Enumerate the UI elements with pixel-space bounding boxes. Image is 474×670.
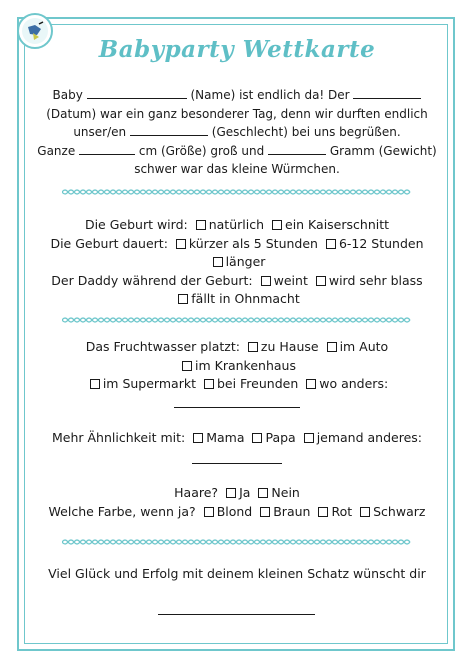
resemblance-section xyxy=(30,429,444,448)
hair-color-label: Welche Farbe, wenn ja? xyxy=(48,503,196,519)
water-label: Das Fruchtwasser platzt: xyxy=(85,339,240,354)
checkbox[interactable] xyxy=(304,433,314,443)
option-label: Papa xyxy=(265,430,296,445)
checkbox[interactable] xyxy=(204,379,214,389)
hair-label: Haare? xyxy=(174,485,219,500)
option-label: weint xyxy=(273,272,308,288)
option-label: wo anders: xyxy=(319,376,389,391)
wave-divider xyxy=(62,538,412,546)
option-label: jemand anderes: xyxy=(316,430,423,445)
intro-paragraph xyxy=(30,86,444,179)
checkbox[interactable] xyxy=(261,276,271,286)
hair-row xyxy=(30,484,444,503)
intro-text: (Datum) war ein ganz besonderer Tag, denn wir durften endlich xyxy=(46,106,428,121)
birth-duration-label: Die Geburt dauert: xyxy=(50,235,168,251)
checkbox[interactable] xyxy=(226,488,236,498)
checkbox[interactable] xyxy=(178,294,188,304)
option-label: Blond xyxy=(216,503,253,519)
option-label: bei Freunden xyxy=(216,376,299,391)
water-row xyxy=(30,338,444,357)
birth-duration-row xyxy=(30,235,444,254)
birth-duration-row-2 xyxy=(30,253,444,272)
checkbox[interactable] xyxy=(260,507,270,517)
checkbox[interactable] xyxy=(176,239,186,249)
checkbox[interactable] xyxy=(316,276,326,286)
resemblance-row xyxy=(30,429,444,448)
intro-text: cm (Größe) groß und xyxy=(135,143,269,158)
water-row-3 xyxy=(30,375,444,394)
option-label: Rot xyxy=(331,503,353,519)
option-label: Nein xyxy=(271,485,300,500)
wave-divider xyxy=(62,316,412,324)
weight-blank[interactable] xyxy=(268,143,326,155)
option-label: zu Hause xyxy=(260,339,319,354)
checkbox[interactable] xyxy=(193,433,203,443)
intro-text: schwer war das kleine Würmchen. xyxy=(134,162,340,176)
option-label: kürzer als 5 Stunden xyxy=(188,235,318,251)
intro-line-2 xyxy=(30,105,444,124)
checkbox[interactable] xyxy=(196,220,206,230)
option-label: Mama xyxy=(206,430,245,445)
water-other-blank[interactable] xyxy=(174,407,300,408)
option-label: im Auto xyxy=(339,339,389,354)
daddy-row xyxy=(30,272,444,291)
option-label: im Supermarkt xyxy=(102,376,196,391)
option-label: natürlich xyxy=(208,217,265,232)
checkbox[interactable] xyxy=(318,507,328,517)
checkbox[interactable] xyxy=(248,342,258,352)
resemblance-label: Mehr Ähnlichkeit mit: xyxy=(51,430,186,445)
checkbox[interactable] xyxy=(213,257,223,267)
name-blank[interactable] xyxy=(87,87,187,99)
option-label: Ja xyxy=(239,485,251,500)
intro-text: Baby xyxy=(52,88,87,102)
option-label: im Krankenhaus xyxy=(195,357,296,373)
checkbox[interactable] xyxy=(360,507,370,517)
gender-blank[interactable] xyxy=(130,124,208,136)
intro-text: (Geschlecht) bei uns begrüßen. xyxy=(207,125,401,139)
checkbox[interactable] xyxy=(258,488,268,498)
hair-color-row xyxy=(30,503,444,522)
option-label: länger xyxy=(225,254,266,269)
option-label: wird sehr blass xyxy=(328,272,423,288)
option-label: ein Kaiserschnitt xyxy=(285,217,390,232)
size-blank[interactable] xyxy=(79,143,135,155)
option-label: Braun xyxy=(273,503,311,519)
intro-text: (Name) ist endlich da! Der xyxy=(186,88,354,102)
checkbox[interactable] xyxy=(90,379,100,389)
option-label: 6-12 Stunden xyxy=(338,235,424,251)
hair-section xyxy=(30,484,444,521)
birth-type-label: Die Geburt wird: xyxy=(84,217,188,232)
checkbox[interactable] xyxy=(306,379,316,389)
intro-text: Ganze xyxy=(37,143,80,158)
checkbox[interactable] xyxy=(204,507,214,517)
resemblance-other-blank[interactable] xyxy=(192,463,282,464)
checkbox[interactable] xyxy=(327,342,337,352)
date-blank[interactable] xyxy=(353,87,421,99)
intro-line-4 xyxy=(30,142,444,161)
wave-divider xyxy=(62,188,412,196)
option-label: fällt in Ohnmacht xyxy=(191,291,300,306)
option-label: Schwarz xyxy=(373,503,426,519)
daddy-row-2 xyxy=(30,290,444,309)
intro-line-5 xyxy=(30,160,444,179)
closing-text: Viel Glück und Erfolg mit deinem kleinen Schatz wünscht dir xyxy=(48,566,426,581)
signature-blank[interactable] xyxy=(158,614,315,615)
intro-text: Gramm (Gewicht) xyxy=(326,143,437,158)
checkbox[interactable] xyxy=(272,220,282,230)
water-row-2 xyxy=(30,357,444,376)
checkbox[interactable] xyxy=(252,433,262,443)
birth-section xyxy=(30,216,444,309)
intro-text: unser/en xyxy=(73,125,130,139)
daddy-label: Der Daddy während der Geburt: xyxy=(51,272,253,288)
intro-line-3 xyxy=(30,123,444,142)
checkbox[interactable] xyxy=(326,239,336,249)
intro-line-1 xyxy=(30,86,444,105)
page-title: Babyparty Wettkarte xyxy=(98,36,376,63)
water-section xyxy=(30,338,444,394)
birth-type-row xyxy=(30,216,444,235)
checkbox[interactable] xyxy=(182,361,192,371)
